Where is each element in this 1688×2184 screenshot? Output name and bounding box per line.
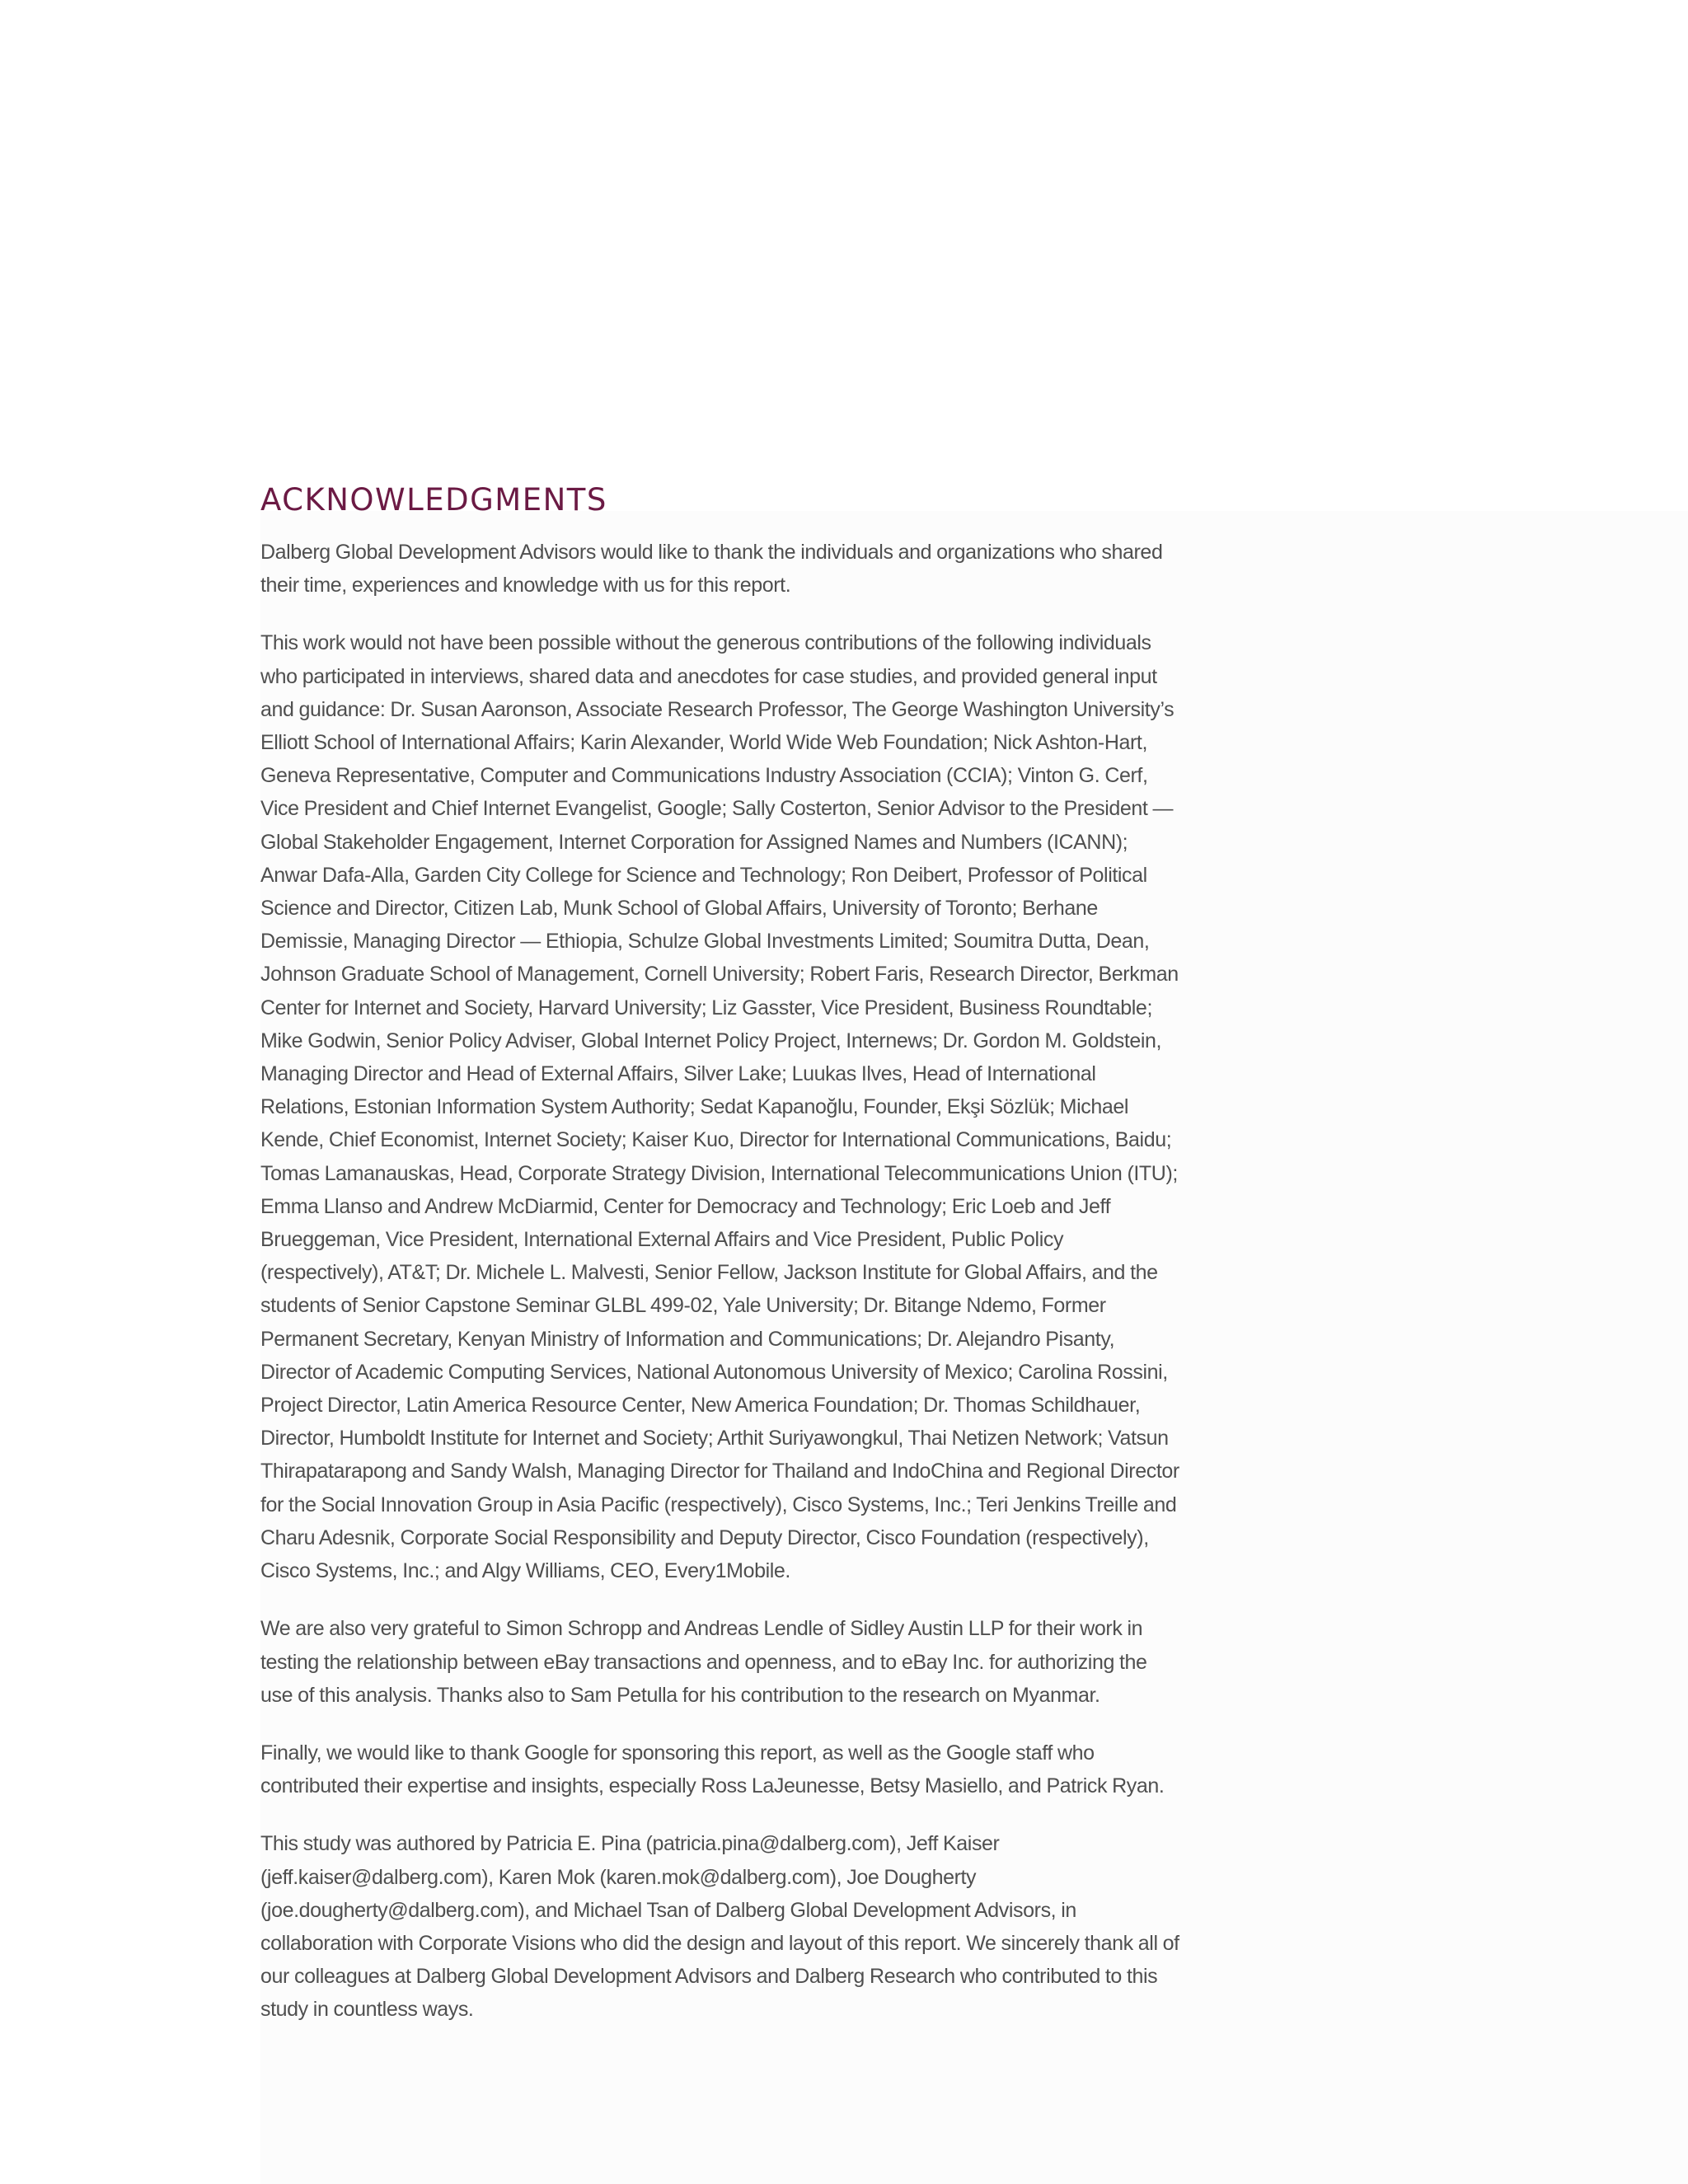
- intro-paragraph: Dalberg Global Development Advisors would like to thank the individuals and organizations who shared their time, experiences and knowledge with us for this report.: [260, 541, 1163, 598]
- sponsor-paragraph: Finally, we would like to thank Google for sponsoring this report, as well as the Google staff who contributed their expertise and insights, especially Ross LaJeunesse, Betsy Masiello, and Patrick Ryan.: [260, 1741, 1165, 1798]
- authors-paragraph: This study was authored by Patricia E. Pina (patricia.pina@dalberg.com), Jeff Kaiser (jeff.kaiser@dalberg.com), Karen Mok (karen.mok@dalberg.com), Joe Dougherty (joe.dougherty@dalberg.com), and Michael Tsan of Dalberg Global Development Advisors, in collaboration with Corporate Visions who did the design and layout of this report. We sincerely thank all of our colleagues at Dalberg Global Development Advisors and Dalberg Research who contributed to this study in countless ways.: [260, 1832, 1179, 2022]
- ebay-analysis-paragraph: We are also very grateful to Simon Schropp and Andreas Lendle of Sidley Austin LLP for their work in testing the relationship between eBay transactions and openness, and to eBay Inc. for authorizing the use of this analysis. Thanks also to Sam Petulla for his contribution to the research on Myanmar.: [260, 1617, 1147, 1707]
- contributors-paragraph: This work would not have been possible without the generous contributions of the following individuals who participated in interviews, shared data and anecdotes for case studies, and provided general input and guidance: Dr. Susan Aaronson, Associate Research Professor, The George Washington University’s Elliott School of International Affairs; Karin Alexander, World Wide Web Foundation; Nick Ashton-Hart, Geneva Representative, Computer and Communications Industry Association (CCIA); Vinton G. Cerf, Vice President and Chief Internet Evangelist, Google; Sally Costerton, Senior Advisor to the President — Global Stakeholder Engagement, Internet Corporation for Assigned Names and Numbers (ICANN); Anwar Dafa-Alla, Garden City College for Science and Technology; Ron Deibert, Professor of Political Science and Director, Citizen Lab, Munk School of Global Affairs, University of Toronto; Berhane Demissie, Managing Director — Ethiopia, Schulze Global Investments Limited; Soumitra Dutta, Dean, Johnson Graduate School of Management, Cornell University; Robert Faris, Research Director, Berkman Center for Internet and Society, Harvard University; Liz Gasster, Vice President, Business Roundtable; Mike Godwin, Senior Policy Adviser, Global Internet Policy Project, Internews; Dr. Gordon M. Goldstein, Managing Director and Head of External Affairs, Silver Lake; Luukas Ilves, Head of International Relations, Estonian Information System Authority; Sedat Kapanoğlu, Founder, Ekşi Sözlük; Michael Kende, Chief Economist, Internet Society; Kaiser Kuo, Director for International Communications, Baidu; Tomas Lamanauskas, Head, Corporate Strategy Division, International Telecommunications Union (ITU); Emma Llanso and Andrew McDiarmid, Center for Democracy and Technology; Eric Loeb and Jeff Brueggeman, Vice President, International External Affairs and Vice President, Public Policy (respectively), AT&T; Dr. Michele L. Malvesti, Senior Fellow, Jackson Institute for Global Affairs, and the students of Senior Capstone Seminar GLBL 499-02, Yale University; Dr. Bitange Ndemo, Former Permanent Secretary, Kenyan Ministry of Information and Communications; Dr. Alejandro Pisanty, Director of Academic Computing Services, National Autonomous University of Mexico; Carolina Rossini, Project Director, Latin America Resource Center, New America Foundation; Dr. Thomas Schildhauer, Director, Humboldt Institute for Internet and Society; Arthit Suriyawongkul, Thai Netizen Network; Vatsun Thirapatarapong and Sandy Walsh, Managing Director for Thailand and IndoChina and Regional Director for the Social Innovation Group in Asia Pacific (respectively), Cisco Systems, Inc.; Teri Jenkins Treille and Charu Adesnik, Corporate Social Responsibility and Deputy Director, Cisco Foundation (respectively), Cisco Systems, Inc.; and Algy Williams, CEO, Every1Mobile.: [260, 631, 1179, 1583]
- section-heading: ACKNOWLEDGMENTS: [260, 482, 607, 518]
- acknowledgments-section: [260, 480, 1182, 2051]
